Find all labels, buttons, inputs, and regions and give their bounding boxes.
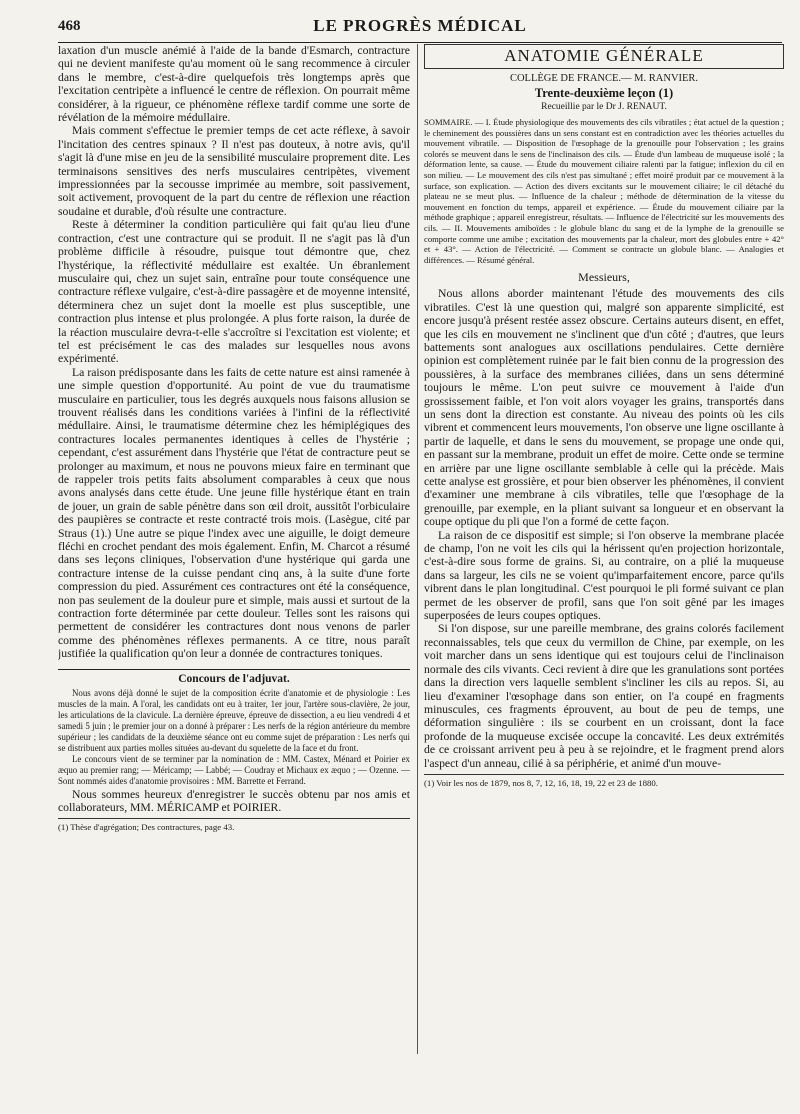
left-paragraph-3: Reste à déterminer la condition particulière qui fait qu'au lieu d'une contraction, c'est une contracture qui se produit. Il ne s'agit pas là d'un problème difficile à résoudre, puisque tout démontre que, chez l'hystérique, la réflectivité médullaire est exaltée. Un ébranlement musculaire qui, chez un sujet sain, entraîne pour toute conséquence une contracture réflexe vulgaire, c'est-à-dire passagère et de moyenne intensité, déterminera chez un sujet dont la moelle est plus susceptible, une contraction plus intense et plus prolongée. A plus forte raison, la durée de la réaction musculaire devra-t-elle s'accroître si l'excitation est violente; et tel est précisément le cas des malades sur lesquelles nous avons expérimenté. [58,218,410,366]
college-line: COLLÈGE DE FRANCE.— M. RANVIER. [509,73,699,84]
concours-paragraph-1: Nous avons déjà donné le sujet de la composition écrite d'anatomie et de physiologie : Les muscles de la main. A l'oral, les candidats ont eu à traiter, 1er jour, l'artère sous-clavière, 2e jour, les articulations de la clavicule. La dernière épreuve, épreuve de dissection, a eu lieu vendredi 4 et samedi 5 juin ; le premier jour on a donné à préparer : Les nerfs de la région antérieure du membre supérieur ; les candidats de la deuxième séance ont eu comme sujet de préparation : Les nerfs qui se distribuent aux parties molles situées au-devant du squelette de la face et du front. [58,687,410,754]
concours-paragraph-2: Le concours vient de se terminer par la nomination de : MM. Castex, Ménard et Poirier ex æquo au premier rang; — Méricamp; — Labbé; — Coudray et Michaux ex æquo ; — Ozenne. — Sont nommés aides d'anatomie provisoires : MM. Barrette et Ferrand. [58,754,410,787]
section-box-title: ANATOMIE GÉNÉRALE [424,44,784,69]
concours-paragraph-3: Nous sommes heureux d'enregistrer le succès obtenu par nos amis et collaborateurs, MM. MÉRICAMP et POIRIER. [58,787,410,814]
left-paragraph-4: La raison prédisposante dans les faits de cette nature est ainsi ramenée à une simple question d'opportunité. Au point de vue du traumatisme musculaire en particulier, tous les degrés auxquels nous faisons allusion se trouvent réalisés dans les conditions variées à l'infini de la réflectivité médullaire. Ainsi, le traumatisme détermine chez les hémiplégiques des contractures locales permanentes identiques à celles de l'hystérie ; cependant, c'est assurément dans l'hystérie que l'état de contracture peut se prolonger au maximum, et nous ne pouvons mieux faire en terminant que de rappeler trois petits faits absolument comparables à ceux que nous avons analysés dans cette étude. Une jeune fille hystérique étant en train de jouer, un grain de sable pénètre dans son œil droit, aussitôt l'orbiculaire des paupières se contracte et reste contracté trois mois. (Lasègue, cité par Straus (1).) Une autre se pique l'index avec une aiguille, le doigt demeure fléchi en crochet pendant des mois également. Enfin, M. Charcot a résumé dans ses leçons cliniques, l'observation d'une hystérique qui garda une contracture intense de la cuisse pendant cinq ans, à la suite d'une forte compression du pied. Assurément ces contractures ont été la conséquence, non pas seulement de la douleur pure et simple, mais aussi et surtout de la contraction forte déterminée par cette douleur. Telles sont les raisons qui permettent de considérer les contractures dont nous venons de parler comme des phénomènes réflexes permanents. A ce titre, nous paraît justifiée la qualification qu'on leur a donnée de contractures toniques. [58,365,410,661]
left-column [58,44,410,1094]
right-paragraph-3: Si l'on dispose, sur une pareille membrane, des grains colorés facilement reconnaissables, tels que ceux du vermillon de Chine, par exemple, on les voit marcher dans un sens identique qui est toujours celui de l'inclinaison normale des cils vivants. Ceci revient à dire que les granulations sont portées dans la direction vers laquelle semblent s'incliner les cils au repos. Si, au lieu d'examiner l'œsophage dans son entier, on l'a coupé en fragments minuscules, ces fragments éprouvent, au bout de peu de temps, une déformation singulière : ils se courbent en un croissant, dont la face profonde de la muqueuse excisée occupe la concavité. Les deux extrémités de ce croissant arrivent peu à peu à se rejoindre, et le fragment prend alors l'aspect d'un anneau, cilié à sa périphérie, et animé d'un mouve- [424,622,784,770]
page-number: 468 [58,18,81,34]
footnote-rule [58,818,410,819]
lecture-title: Trente-deuxième leçon (1) [534,86,674,100]
journal-title: LE PROGRÈS MÉDICAL [313,16,527,35]
left-paragraph-2: Mais comment s'effectue le premier temps de cet acte réflexe, à savoir l'incitation des centres spinaux ? Il n'est pas douteux, à notre avis, qu'il s'agit là d'une mise en jeu de la sensibilité musculaire proprement dite. Les terminaisons sensitives des nerfs musculaires centripètes, vivement impressionnées par la secousse imprimée au membre, soit passivement, soit activement, provoquent de la part du centre de réflexion une réaction soudaine et durable, d'où résulte une contracture. [58,124,410,218]
right-paragraph-1: Nous allons aborder maintenant l'étude des mouvements des cils vibratiles. C'est là une question qui, malgré son apparente simplicité, est encore jusqu'à présent restée assez obscure. Certains auteurs disent, en effet, que les cils en mouvement ne s'inclinent que d'un côté ; d'autres, que leurs battements sont analogues aux oscillations pendulaires. Cette dernière opinion est complètement ruinée par le fait bien connu de la progression des poussières, à la surface des membranes ciliées, dans un sens déterminé toujours le même. L'on peut suivre ce mouvement à l'aide d'un grossissement faible, et l'on voit alors voyager les grains, transportés dans un sens dont la direction est constante. Au niveau des points où les cils vibrent et commencent leurs mouvements, l'on observe une ligne oscillante à partir de laquelle, et dans le sens du mouvement, se propage une onde qui, en passant sur la membrane, produit un effet de moire. Cette onde se termine en arrière par une ligne oscillante semblable à celle qui la précède. Mais cette analyse est grossière, et pour bien observer les phénomènes, il convient d'examiner une membrane à cils vibratiles, telle que l'œsophage de la grenouille, par exemple, en la pliant suivant sa longueur et en observant la coupe optique du pli que l'on a formé de cette façon. [424,287,784,529]
right-column [424,44,784,1094]
section-title-concours: Concours de l'adjuvat. [58,669,410,685]
right-footnote: (1) Voir les nos de 1879, nos 8, 7, 12, 16, 18, 19, 22 et 23 de 1880. [424,777,659,788]
recorded-by: Recueillie par le Dr J. RENAUT. [541,102,667,112]
salutation: Messieurs, [578,270,630,285]
footnote-rule-right [424,774,784,775]
page-header [58,14,782,43]
left-paragraph-1: laxation d'un muscle anémié à l'aide de la bande d'Esmarch, contracture qui ne devient manifeste qu'au moment où le sang recommence à circuler dans le membre, c'est-à-dire quelquefois très longtemps après que l'excitation centripète a influencé le centre de réflexion. On pourrait même considérer, à la rigueur, ce phénomène réflexe tardif comme une sorte de révélation de la mémoire médullaire. [58,44,410,125]
summary: SOMMAIRE. — I. Étude physiologique des mouvements des cils vibratiles ; état actuel de la question ; le cheminement des poussières dans un sens constant est en contradiction avec les théories actuelles du mouvement vibratile. — Disposition de l'œsophage de la grenouille pour l'observation ; les grains colorés se meuvent dans le sens de l'inclinaison des cils. — Étude d'un lambeau de muqueuse isolé ; la déformation lente, sa cause. — Étude du mouvement ciliaire ralenti par la fatigue; inflexion du cil en son milieu. — Le mouvement des cils n'est pas simultané ; effet moiré produit par ce mouvement à la surface, son explication. — Action des divers excitants sur le mouvement ciliaire; le cil détaché du plateau ne se meut plus. — Influence de la chaleur ; méthode de détermination de la vitesse du mouvement en fonction du temps, appareil et expérience. — Étude du mouvement ciliaire par la méthode graphique ; appareil enregistreur, résultats. — Influence de l'électricité sur les mouvements des cils. — II. Mouvements amiboïdes : le globule blanc du sang et de la lymphe de la grenouille se comporte comme une amibe ; excitation des mouvements par la chaleur, mort des globules entre + 42° et + 43°. — Action de l'électricité. — Comment se contracte un globule blanc. — Analogies et différences. — Résumé général. [424,117,784,265]
right-paragraph-2: La raison de ce dispositif est simple; si l'on observe la membrane placée de champ, l'on ne voit les cils qui la hérissent qu'en projection horizontale, c'est-à-dire sous forme de grains. Si, au contraire, on a plié la muqueuse dans sa largeur, les cils ne se voient qu'imparfaitement encore, parce qu'ils vibrent dans le plan longitudinal. C'est pourquoi le pli formé suivant ce plan permet de les observer de profil, sans que l'on soit gêné par les images superposées de leurs coupes optiques. [424,528,784,623]
left-footnote: (1) Thèse d'agrégation; Des contractures, page 43. [58,822,235,833]
column-divider [417,44,418,1054]
